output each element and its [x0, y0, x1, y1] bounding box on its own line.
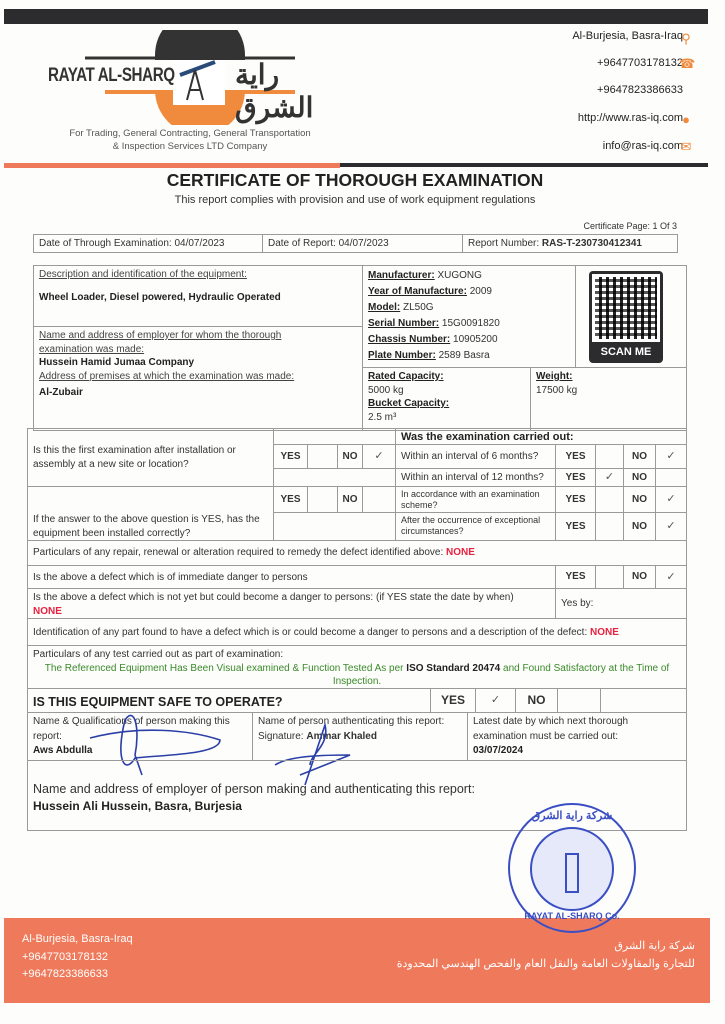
future-none: NONE [33, 605, 62, 617]
q2-yes-box[interactable] [307, 486, 338, 513]
i12-yes[interactable]: YES [555, 468, 596, 487]
yes-by: Yes by: [555, 588, 687, 619]
scheme-yes-box[interactable] [595, 486, 624, 513]
model-value: ZL50G [403, 302, 434, 313]
repair-row [27, 540, 687, 566]
serial-value: 15G0091820 [441, 318, 500, 329]
test-label: Particulars of any test carried out as part of examination: [33, 649, 284, 660]
question-installed: If the answer to the above question is YES, has the equipment been installed correctly? [27, 486, 274, 541]
desc-value: Wheel Loader, Diesel powered, Hydraulic Operated [39, 291, 281, 303]
exceptional-yes-box[interactable] [595, 512, 624, 541]
exceptional: After the occurrence of exceptional circumstances? [395, 512, 556, 541]
tagline-line-2: & Inspection Services LTD Company [112, 141, 268, 153]
auth-label: Name of person authenticating this report: [258, 716, 445, 727]
q1-no-check-icon[interactable]: ✓ [362, 444, 396, 469]
premises-value: Al-Zubair [39, 387, 83, 398]
q2-no[interactable]: NO [337, 486, 363, 513]
footer [4, 918, 710, 1003]
immediate-yes[interactable]: YES [555, 565, 596, 589]
manufacturer-label: Manufacturer: [368, 270, 435, 281]
contact-phone-2: +9647823386633 [597, 84, 683, 96]
i6-yes-box[interactable] [595, 444, 624, 469]
exceptional-no-check-icon[interactable]: ✓ [655, 512, 687, 541]
footer-arabic-name: شركة راية الشرق [614, 940, 695, 952]
model-label: Model: [368, 302, 401, 313]
next-exam [467, 712, 687, 761]
contact-email[interactable]: info@ras-iq.com [602, 140, 683, 152]
manufacturer-value: XUGONG [437, 270, 482, 281]
immediate-yes-box[interactable] [595, 565, 624, 589]
stamp-arabic: شركة راية الشرق [531, 810, 613, 822]
contact-address: Al-Burjesia, Basra-Iraq [572, 30, 683, 42]
blank-cell [273, 512, 396, 541]
carried-out-heading: Was the examination carried out: [395, 428, 687, 445]
globe-icon: ● [682, 112, 690, 127]
i6-no[interactable]: NO [623, 444, 656, 469]
chassis-value: 10905200 [453, 334, 498, 345]
auth-name: Ammar Khaled [306, 730, 377, 742]
exceptional-no[interactable]: NO [623, 512, 656, 541]
test-iso: ISO Standard 20474 [406, 662, 501, 674]
employer-person-value: Hussein Ali Hussein, Basra, Burjesia [33, 798, 242, 813]
report-date: Date of Report: 04/07/2023 [262, 234, 463, 253]
i6-yes[interactable]: YES [555, 444, 596, 469]
phone-icon: ☎ [679, 56, 696, 71]
test-description [33, 662, 681, 689]
scan-me-label: SCAN ME [600, 346, 652, 359]
brand-name: RAYAT AL-SHARQ [48, 65, 175, 86]
employer-value: Hussein Hamid Jumaa Company [39, 357, 195, 368]
blank-cell [600, 688, 687, 713]
safe-no-box[interactable] [557, 688, 601, 713]
safe-yes[interactable]: YES [430, 688, 476, 713]
blank-cell [273, 428, 396, 445]
footer-address: Al-Burjesia, Basra-Iraq [22, 933, 133, 945]
q2-yes[interactable]: YES [273, 486, 308, 513]
qr-code[interactable] [589, 271, 663, 363]
qr-code-icon [595, 277, 657, 339]
blank-cell [273, 468, 396, 487]
plate-value: 2589 Basra [438, 350, 490, 361]
premises-label: Address of premises at which the examination was made: [39, 370, 295, 382]
brand-name-arabic: راية الشرق [235, 59, 314, 123]
weight-value: 17500 kg [536, 384, 578, 396]
bucket-value: 2.5 m³ [368, 411, 397, 423]
report-number-label: Report Number: [468, 238, 542, 249]
footer-phone-1: +9647703178132 [22, 950, 108, 963]
maker-label: Name & Qualifications of person making this report: [33, 716, 230, 742]
exceptional-yes[interactable]: YES [555, 512, 596, 541]
weight-section [530, 367, 687, 431]
logo [45, 30, 335, 125]
immediate-danger: Is the above a defect which is of immediate danger to persons [27, 565, 556, 589]
q1-yes[interactable]: YES [273, 444, 308, 469]
desc-label: Description and identification of the equipment: [39, 269, 247, 280]
exam-date: Date of Through Examination: 04/07/2023 [33, 234, 263, 253]
top-bar [4, 9, 708, 24]
interval-6: Within an interval of 6 months? [395, 444, 556, 469]
q1-no[interactable]: NO [337, 444, 363, 469]
next-label: Latest date by which next thorough examination must be carried out: [473, 716, 629, 742]
i6-no-check-icon[interactable]: ✓ [655, 444, 687, 469]
equipment-description [33, 265, 363, 327]
future-label: Is the above a defect which is not yet but could become a danger to persons: (if YES state the date by when) [33, 592, 514, 603]
immediate-no-check-icon[interactable]: ✓ [655, 565, 687, 589]
serial-label: Serial Number: [368, 318, 440, 329]
test-row [27, 645, 687, 689]
rated-value: 5000 kg [368, 384, 404, 396]
stamp-text: RAYAT AL-SHARQ Co. [524, 911, 620, 921]
interval-12: Within an interval of 12 months? [395, 468, 556, 487]
question-first-exam: Is this the first examination after installation or assembly at a new site or location? [27, 428, 274, 487]
location-pin-icon: ⚲ [681, 31, 691, 46]
i12-yes-check-icon[interactable]: ✓ [595, 468, 624, 487]
ident-label: Identification of any part found to have a defect which is or could become a danger to persons and a description of the defect: [33, 627, 591, 638]
contact-phone-1: +9647703178132 [597, 57, 683, 69]
q1-yes-box[interactable] [307, 444, 338, 469]
weight-label: Weight: [536, 371, 573, 382]
footer-phone-2: +9647823386633 [22, 968, 108, 981]
divider-dark [340, 163, 708, 167]
future-danger [27, 588, 556, 619]
company-stamp [508, 803, 636, 933]
report-number-value: RAS-T-230730412341 [541, 238, 642, 249]
page-subtitle: This report complies with provision and use of work equipment regulations [174, 194, 536, 206]
safe-question: IS THIS EQUIPMENT SAFE TO OPERATE? [27, 688, 431, 713]
report-number [462, 234, 678, 253]
contact-website[interactable]: http://www.ras-iq.com [577, 112, 683, 124]
scheme-no[interactable]: NO [623, 486, 656, 513]
employer-label: Name and address of employer for whom the thorough examination was made: [39, 330, 282, 355]
employer-section [33, 326, 363, 431]
divider-orange [4, 163, 340, 168]
next-date: 03/07/2024 [473, 745, 524, 756]
footer-arabic-tagline: للتجارة والمقاولات العامة والنقل العام والفحص الهندسي المحدودة [396, 957, 695, 970]
q2-no-box[interactable] [362, 486, 396, 513]
year-label: Year of Manufacture: [368, 286, 467, 297]
equipment-specs [362, 265, 576, 368]
qr-section [575, 265, 687, 368]
mail-icon: ✉ [680, 139, 692, 154]
i12-no[interactable]: NO [623, 468, 656, 487]
scheme: In accordance with an examination scheme? [395, 486, 556, 513]
signature-label: Signature: [258, 730, 307, 742]
repair-label: Particulars of any repair, renewal or alteration required to remedy the defect identified above: [33, 547, 447, 558]
maker-name: Aws Abdulla [33, 745, 93, 756]
safe-yes-check-icon[interactable]: ✓ [475, 688, 516, 713]
ident-none: NONE [590, 627, 619, 638]
identification-row [27, 618, 687, 646]
chassis-label: Chassis Number: [368, 334, 451, 345]
tagline [40, 127, 340, 154]
i12-no-box[interactable] [655, 468, 687, 487]
rated-label: Rated Capacity: [368, 371, 444, 382]
test-text-2: and Found Satisfactory at the Time of Inspection. [332, 662, 670, 687]
scheme-yes[interactable]: YES [555, 486, 596, 513]
tagline-line-1: For Trading, General Contracting, General Transportation [69, 128, 311, 139]
immediate-no[interactable]: NO [623, 565, 656, 589]
employer-person-label: Name and address of employer of person making and authenticating this report: [33, 782, 475, 796]
test-text-1: The Referenced Equipment Has Been Visual examined & Function Tested As per [44, 662, 407, 674]
scheme-no-check-icon[interactable]: ✓ [655, 486, 687, 513]
bucket-label: Bucket Capacity: [368, 398, 450, 409]
year-value: 2009 [469, 286, 492, 297]
capacity-section [362, 367, 531, 431]
plate-label: Plate Number: [368, 350, 436, 361]
certificate-page: Certificate Page: 1 Of 3 [583, 221, 677, 231]
derrick-icon [565, 853, 579, 893]
safe-no[interactable]: NO [515, 688, 558, 713]
repair-none: NONE [446, 547, 475, 558]
page-title: CERTIFICATE OF THOROUGH EXAMINATION [166, 170, 544, 190]
